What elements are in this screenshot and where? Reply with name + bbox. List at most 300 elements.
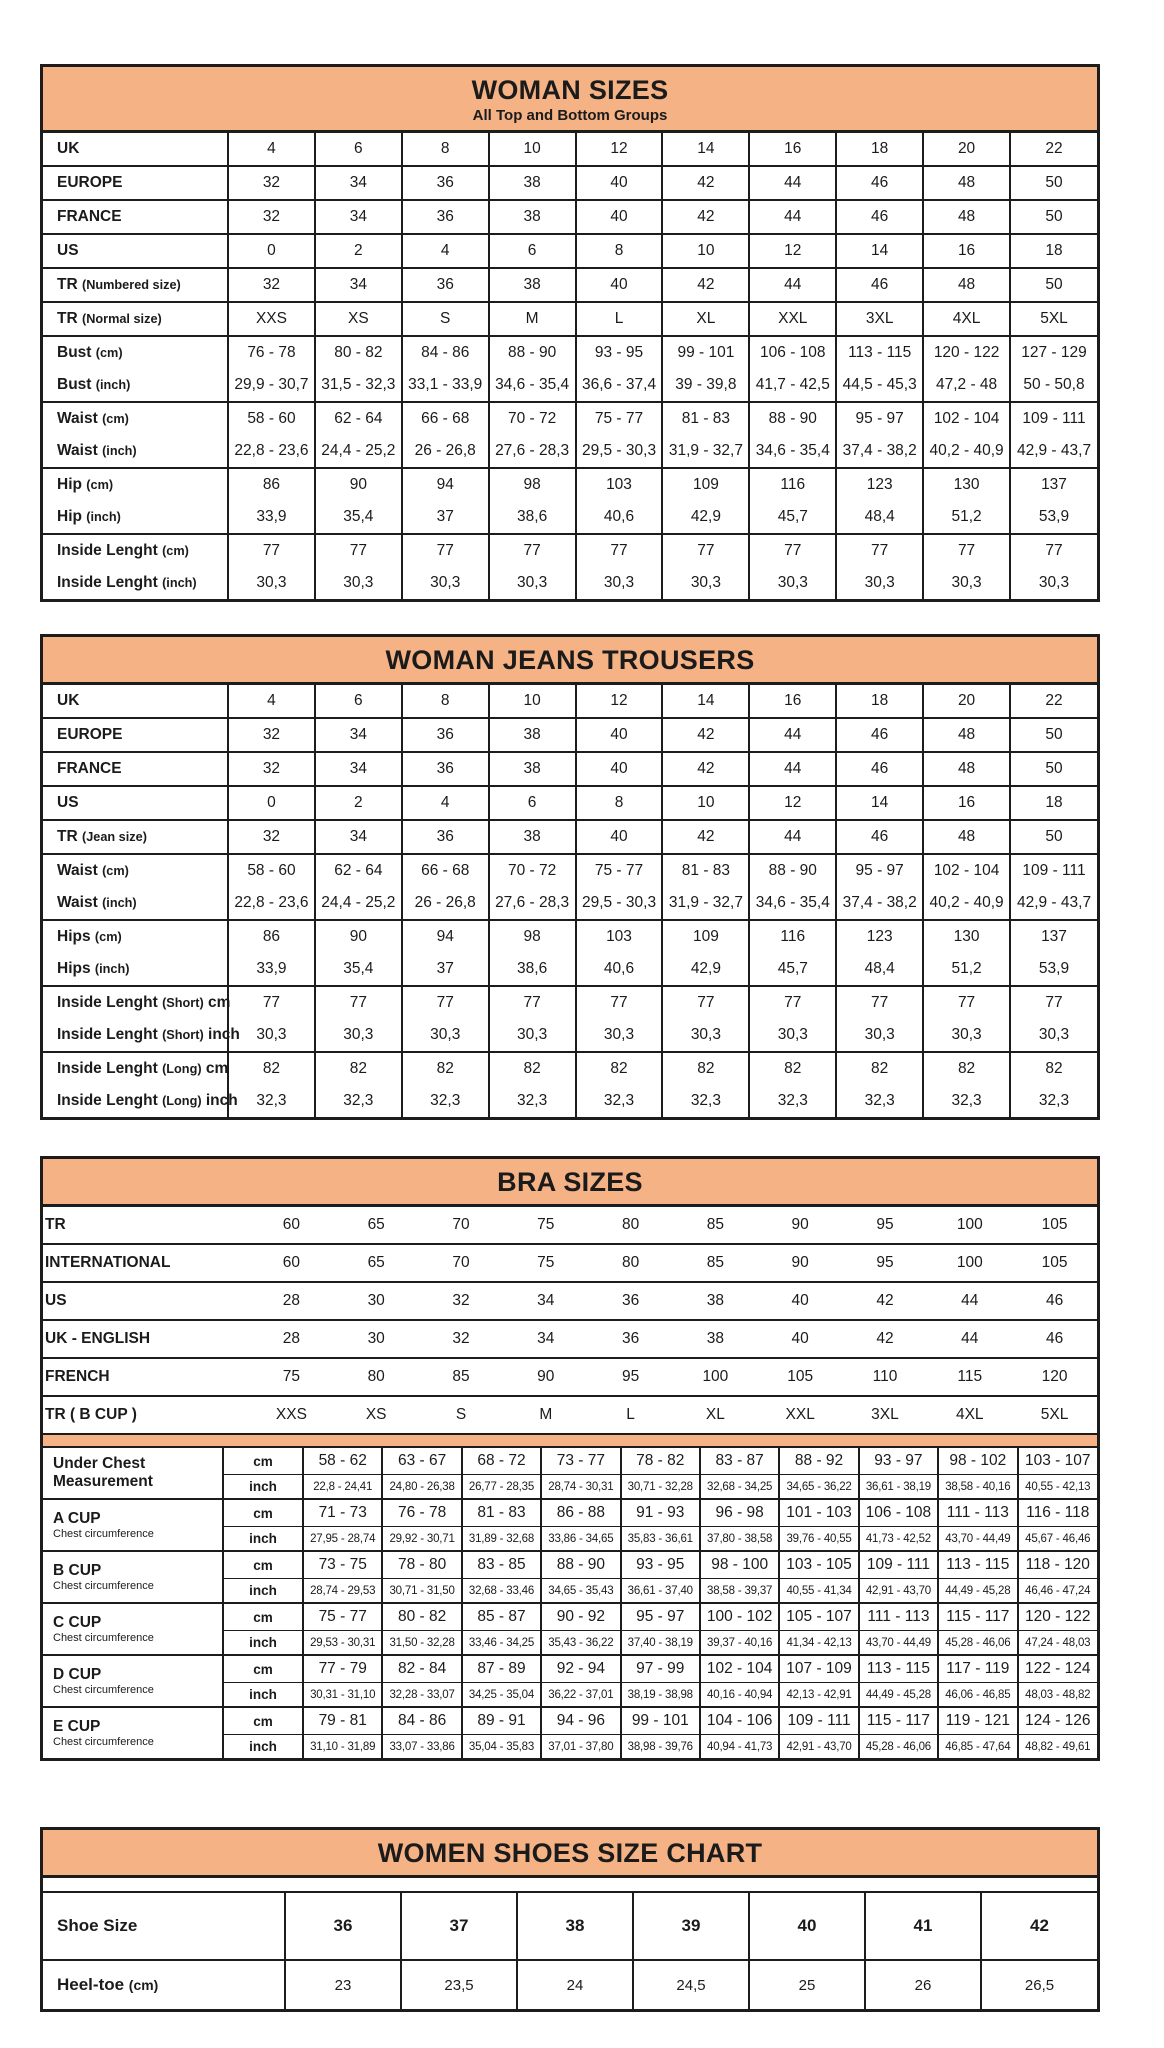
value-cell: 66 - 68 bbox=[402, 854, 489, 887]
value-cell: 81 - 83 bbox=[462, 1499, 541, 1527]
value-cell: 33,1 - 33,9 bbox=[402, 369, 489, 402]
row-label: UK bbox=[57, 692, 80, 709]
value-cell: 70 bbox=[452, 1216, 470, 1233]
label-note: (cm) bbox=[95, 345, 123, 360]
cup-row-cm bbox=[43, 1655, 1097, 1683]
table-row bbox=[43, 567, 1097, 599]
value-cell: 99 - 101 bbox=[621, 1707, 700, 1735]
value-cell: 3XL bbox=[871, 1406, 899, 1423]
value-cell: 77 bbox=[749, 986, 836, 1019]
value-cell: 29,5 - 30,3 bbox=[576, 435, 663, 468]
value-cell: 42,9 - 43,7 bbox=[1010, 887, 1097, 920]
value-cell: 86 bbox=[228, 468, 315, 501]
value-cell: 109 - 111 bbox=[1010, 854, 1097, 887]
table-row bbox=[43, 1052, 1097, 1085]
value-cell: 24 bbox=[517, 1960, 633, 2009]
value-cell: 103 - 105 bbox=[779, 1551, 858, 1579]
value-cell: 77 bbox=[923, 534, 1010, 567]
value-cell: 20 bbox=[923, 685, 1010, 718]
row-group bbox=[43, 336, 1097, 402]
value-cell: 42,9 bbox=[662, 501, 749, 534]
value-cell: 86 bbox=[228, 920, 315, 953]
value-cell: S bbox=[455, 1406, 467, 1423]
value-cell: 38 bbox=[489, 752, 576, 786]
value-cell: 12 bbox=[576, 685, 663, 718]
row-group bbox=[43, 1207, 1097, 1244]
value-cell: 30,3 bbox=[749, 1019, 836, 1052]
row-label: US bbox=[57, 242, 79, 259]
row-label: TR (Jean size) bbox=[57, 828, 147, 845]
value-cell: 78 - 82 bbox=[621, 1448, 700, 1475]
woman-jeans-header bbox=[43, 637, 1097, 685]
value-cell: 95 - 97 bbox=[836, 854, 923, 887]
value-cell: 22 bbox=[1010, 685, 1097, 718]
value-cell: 77 bbox=[489, 986, 576, 1019]
value-cell: 37 bbox=[401, 1893, 517, 1960]
value-cell: 32 bbox=[228, 166, 315, 200]
value-cell: 30,3 bbox=[923, 567, 1010, 599]
value-cell: 93 - 95 bbox=[576, 336, 663, 369]
value-cell: 22 bbox=[1010, 133, 1097, 166]
value-cell: S bbox=[402, 302, 489, 336]
value-cell: XXS bbox=[228, 302, 315, 336]
value-cell: 38,6 bbox=[489, 501, 576, 534]
value-cell: 95 bbox=[876, 1216, 894, 1233]
value-cell: 40 bbox=[791, 1292, 809, 1309]
row-label: Waist (cm) bbox=[57, 410, 129, 427]
value-cell: 63 - 67 bbox=[382, 1448, 461, 1475]
value-cell: 32,3 bbox=[836, 1085, 923, 1117]
value-cell: 24,4 - 25,2 bbox=[315, 435, 402, 468]
value-cell: 10 bbox=[489, 133, 576, 166]
value-cell: 31,9 - 32,7 bbox=[662, 887, 749, 920]
value-cell: 38,98 - 39,76 bbox=[621, 1735, 700, 1759]
value-cell: 46 bbox=[836, 820, 923, 854]
table-row bbox=[43, 336, 1097, 369]
value-cell: 94 bbox=[402, 468, 489, 501]
value-cell: 38 bbox=[489, 718, 576, 752]
label-note: (Numbered size) bbox=[81, 277, 181, 292]
table-row bbox=[43, 268, 1097, 302]
value-cell: 120 - 122 bbox=[1018, 1603, 1097, 1631]
value-cell: 105 bbox=[1041, 1254, 1068, 1271]
woman-sizes-subtitle: All Top and Bottom Groups bbox=[472, 107, 668, 124]
value-cell: 32 bbox=[228, 718, 315, 752]
value-cell: 16 bbox=[923, 234, 1010, 268]
value-cell: 30 bbox=[367, 1330, 385, 1347]
value-cell: 80 bbox=[621, 1216, 640, 1233]
value-cell: 103 - 107 bbox=[1018, 1448, 1097, 1475]
label-note: (inch) bbox=[102, 895, 137, 910]
row-label: TR (Numbered size) bbox=[57, 276, 181, 293]
value-cell: 102 - 104 bbox=[923, 854, 1010, 887]
value-cell: 31,10 - 31,89 bbox=[303, 1735, 382, 1759]
value-cell: 36,6 - 37,4 bbox=[576, 369, 663, 402]
value-cell: 124 - 126 bbox=[1018, 1707, 1097, 1735]
value-cell: 41 bbox=[865, 1893, 981, 1960]
value-cell: 44 bbox=[749, 752, 836, 786]
value-cell: 8 bbox=[576, 786, 663, 820]
value-cell: 8 bbox=[576, 234, 663, 268]
value-cell: 28,74 - 30,31 bbox=[541, 1475, 620, 1500]
value-cell: 44,49 - 45,28 bbox=[859, 1683, 938, 1708]
shoes-title: WOMEN SHOES SIZE CHART bbox=[377, 1838, 763, 1868]
row-label: TR (Normal size) bbox=[57, 310, 162, 327]
row-group bbox=[43, 402, 1097, 468]
value-cell: 82 bbox=[662, 1052, 749, 1085]
unit-cell: inch bbox=[223, 1475, 303, 1500]
value-cell: 109 bbox=[662, 920, 749, 953]
value-cell: 75 bbox=[282, 1368, 301, 1385]
value-cell: 98 bbox=[489, 920, 576, 953]
value-cell: 10 bbox=[662, 234, 749, 268]
value-cell: 34 bbox=[315, 200, 402, 234]
value-cell: 83 - 85 bbox=[462, 1551, 541, 1579]
value-cell: 30,3 bbox=[402, 1019, 489, 1052]
value-cell: 110 bbox=[872, 1368, 898, 1385]
value-cell: 2 bbox=[315, 234, 402, 268]
value-cell: 37 bbox=[402, 953, 489, 986]
table-row bbox=[43, 166, 1097, 200]
value-cell: 137 bbox=[1010, 920, 1097, 953]
cup-label bbox=[43, 1499, 223, 1551]
value-cell: 37,80 - 38,58 bbox=[700, 1527, 779, 1552]
value-cell: 30,3 bbox=[662, 1019, 749, 1052]
row-label: Inside Lenght (Short) cm bbox=[57, 994, 231, 1011]
value-cell: 103 bbox=[576, 920, 663, 953]
value-cell: 107 - 109 bbox=[779, 1655, 858, 1683]
value-cell: 27,95 - 28,74 bbox=[303, 1527, 382, 1552]
value-cell: 37,40 - 38,19 bbox=[621, 1631, 700, 1656]
cup-name: E CUP bbox=[53, 1717, 101, 1735]
value-cell: 87 - 89 bbox=[462, 1655, 541, 1683]
row-group bbox=[43, 1893, 1097, 1960]
table-row bbox=[43, 1244, 1097, 1282]
value-cell: 48 bbox=[923, 820, 1010, 854]
value-cell: 48 bbox=[923, 200, 1010, 234]
row-label: Hip (inch) bbox=[57, 508, 121, 525]
value-cell: 29,53 - 30,31 bbox=[303, 1631, 382, 1656]
value-cell: 42 bbox=[662, 820, 749, 854]
value-cell: 82 bbox=[315, 1052, 402, 1085]
value-cell: 38,19 - 38,98 bbox=[621, 1683, 700, 1708]
row-group bbox=[43, 986, 1097, 1052]
value-cell: 32,3 bbox=[489, 1085, 576, 1117]
row-label: Waist (inch) bbox=[57, 894, 137, 911]
value-cell: 42 bbox=[662, 718, 749, 752]
value-cell: 46,46 - 47,24 bbox=[1018, 1579, 1097, 1604]
row-label: Shoe Size bbox=[57, 1916, 138, 1935]
value-cell: 31,9 - 32,7 bbox=[662, 435, 749, 468]
row-group bbox=[43, 1282, 1097, 1320]
value-cell: 109 - 111 bbox=[859, 1551, 938, 1579]
shoes-header-gap bbox=[43, 1878, 1097, 1893]
table-row bbox=[43, 718, 1097, 752]
value-cell: 68 - 72 bbox=[462, 1448, 541, 1475]
value-cell: 45,28 - 46,06 bbox=[938, 1631, 1017, 1656]
row-label: EUROPE bbox=[57, 174, 123, 191]
row-label: Hips (cm) bbox=[57, 928, 122, 945]
value-cell: 95 bbox=[621, 1368, 640, 1385]
label-note: (Normal size) bbox=[81, 311, 162, 326]
value-cell: 77 bbox=[923, 986, 1010, 1019]
value-cell: 77 bbox=[836, 534, 923, 567]
value-cell: 12 bbox=[576, 133, 663, 166]
value-cell: 34 bbox=[315, 268, 402, 302]
value-cell: 38,58 - 40,16 bbox=[938, 1475, 1017, 1500]
row-label: Inside Lenght (inch) bbox=[57, 574, 197, 591]
value-cell: 85 bbox=[452, 1368, 470, 1385]
value-cell: 32 bbox=[228, 268, 315, 302]
value-cell: 20 bbox=[923, 133, 1010, 166]
label-note: (Long) bbox=[162, 1093, 202, 1108]
cup-sublabel: Chest circumference bbox=[53, 1580, 154, 1593]
row-group bbox=[43, 302, 1097, 336]
value-cell: 97 - 99 bbox=[621, 1655, 700, 1683]
value-cell: 127 - 129 bbox=[1010, 336, 1097, 369]
value-cell: 75 - 77 bbox=[576, 854, 663, 887]
row-group bbox=[43, 1960, 1097, 2009]
row-label: Waist (inch) bbox=[57, 442, 137, 459]
value-cell: 29,5 - 30,3 bbox=[576, 887, 663, 920]
value-cell: 106 - 108 bbox=[749, 336, 836, 369]
table-row bbox=[43, 435, 1097, 468]
value-cell: 2 bbox=[315, 786, 402, 820]
value-cell: 70 - 72 bbox=[489, 854, 576, 887]
value-cell: 50 - 50,8 bbox=[1010, 369, 1097, 402]
value-cell: 100 bbox=[702, 1368, 729, 1385]
value-cell: 76 - 78 bbox=[382, 1499, 461, 1527]
value-cell: 36,22 - 37,01 bbox=[541, 1683, 620, 1708]
value-cell: 46 bbox=[836, 718, 923, 752]
value-cell: 6 bbox=[315, 133, 402, 166]
table-row bbox=[43, 468, 1097, 501]
cup-label bbox=[43, 1448, 223, 1499]
cup-name: B CUP bbox=[53, 1561, 102, 1579]
value-cell: 40,55 - 41,34 bbox=[779, 1579, 858, 1604]
value-cell: 30,3 bbox=[1010, 1019, 1097, 1052]
value-cell: 43,70 - 44,49 bbox=[859, 1631, 938, 1656]
value-cell: 36 bbox=[621, 1292, 640, 1309]
value-cell: 30,3 bbox=[836, 567, 923, 599]
value-cell: 82 bbox=[836, 1052, 923, 1085]
value-cell: 90 - 92 bbox=[541, 1603, 620, 1631]
value-cell: 34,25 - 35,04 bbox=[462, 1683, 541, 1708]
value-cell: 30,3 bbox=[402, 567, 489, 599]
value-cell: 30,3 bbox=[489, 1019, 576, 1052]
label-note: ( B CUP ) bbox=[69, 1406, 137, 1423]
value-cell: 29,92 - 30,71 bbox=[382, 1527, 461, 1552]
value-cell: 36,61 - 37,40 bbox=[621, 1579, 700, 1604]
value-cell: 71 - 73 bbox=[303, 1499, 382, 1527]
value-cell: 38 bbox=[489, 820, 576, 854]
value-cell: 70 - 72 bbox=[489, 402, 576, 435]
value-cell: 77 bbox=[315, 534, 402, 567]
value-cell: 32 bbox=[228, 200, 315, 234]
value-cell: 40,2 - 40,9 bbox=[923, 887, 1010, 920]
value-cell: 14 bbox=[836, 786, 923, 820]
table-row bbox=[43, 953, 1097, 986]
unit-cell: inch bbox=[223, 1527, 303, 1552]
value-cell: 16 bbox=[749, 685, 836, 718]
value-cell: 30,71 - 32,28 bbox=[621, 1475, 700, 1500]
value-cell: 32 bbox=[228, 820, 315, 854]
cup-group bbox=[43, 1448, 1097, 1499]
woman-jeans-section bbox=[40, 634, 1100, 1120]
value-cell: 44 bbox=[749, 200, 836, 234]
value-cell: 90 bbox=[537, 1368, 555, 1385]
value-cell: 116 - 118 bbox=[1018, 1499, 1097, 1527]
value-cell: 25 bbox=[749, 1960, 865, 2009]
value-cell: 40,6 bbox=[576, 501, 663, 534]
row-label: Inside Lenght (Long) inch bbox=[57, 1092, 238, 1109]
row-group bbox=[43, 200, 1097, 234]
value-cell: 113 - 115 bbox=[859, 1655, 938, 1683]
value-cell: 44 bbox=[749, 718, 836, 752]
cup-group bbox=[43, 1499, 1097, 1551]
value-cell: 38 bbox=[517, 1893, 633, 1960]
table-row bbox=[43, 1893, 1097, 1960]
value-cell: 31,50 - 32,28 bbox=[382, 1631, 461, 1656]
value-cell: 113 - 115 bbox=[938, 1551, 1017, 1579]
row-group bbox=[43, 166, 1097, 200]
value-cell: 46 bbox=[1045, 1292, 1064, 1309]
value-cell: XXL bbox=[749, 302, 836, 336]
value-cell: 36 bbox=[402, 718, 489, 752]
value-cell: 73 - 77 bbox=[541, 1448, 620, 1475]
row-label: Bust (inch) bbox=[57, 376, 131, 393]
table-row bbox=[43, 1019, 1097, 1052]
value-cell: L bbox=[576, 302, 663, 336]
value-cell: 95 - 97 bbox=[836, 402, 923, 435]
value-cell: 47,2 - 48 bbox=[923, 369, 1010, 402]
value-cell: 38 bbox=[489, 166, 576, 200]
value-cell: 34 bbox=[315, 166, 402, 200]
value-cell: 93 - 97 bbox=[859, 1448, 938, 1475]
table-row bbox=[43, 887, 1097, 920]
table-row bbox=[43, 302, 1097, 336]
value-cell: 30,3 bbox=[315, 1019, 402, 1052]
value-cell: 77 bbox=[836, 986, 923, 1019]
value-cell: 82 bbox=[749, 1052, 836, 1085]
cup-sublabel: Chest circumference bbox=[53, 1684, 154, 1697]
value-cell: 109 - 111 bbox=[1010, 402, 1097, 435]
value-cell: 34,6 - 35,4 bbox=[489, 369, 576, 402]
value-cell: 100 - 102 bbox=[700, 1603, 779, 1631]
value-cell: 40 bbox=[576, 200, 663, 234]
value-cell: 30 bbox=[367, 1292, 385, 1309]
value-cell: 75 - 77 bbox=[576, 402, 663, 435]
value-cell: 42,9 bbox=[662, 953, 749, 986]
value-cell: 44 bbox=[749, 166, 836, 200]
value-cell: 80 bbox=[621, 1254, 640, 1271]
row-group bbox=[43, 786, 1097, 820]
value-cell: 32 bbox=[228, 752, 315, 786]
value-cell: 37,4 - 38,2 bbox=[836, 887, 923, 920]
value-cell: 40,55 - 42,13 bbox=[1018, 1475, 1097, 1500]
value-cell: 38 bbox=[489, 268, 576, 302]
value-cell: 105 bbox=[787, 1368, 814, 1385]
value-cell: 115 - 117 bbox=[938, 1603, 1017, 1631]
cup-name: C CUP bbox=[53, 1613, 102, 1631]
value-cell: 62 - 64 bbox=[315, 402, 402, 435]
value-cell: 42,13 - 42,91 bbox=[779, 1683, 858, 1708]
value-cell: 30,3 bbox=[576, 567, 663, 599]
unit-cell: inch bbox=[223, 1579, 303, 1604]
value-cell: 36 bbox=[402, 166, 489, 200]
row-group bbox=[43, 1358, 1097, 1396]
value-cell: 115 bbox=[957, 1368, 983, 1385]
value-cell: 98 - 100 bbox=[700, 1551, 779, 1579]
value-cell: 106 - 108 bbox=[859, 1499, 938, 1527]
row-group bbox=[43, 752, 1097, 786]
value-cell: 32,3 bbox=[749, 1085, 836, 1117]
value-cell: 85 - 87 bbox=[462, 1603, 541, 1631]
table-row bbox=[43, 1396, 1097, 1433]
cup-label bbox=[43, 1707, 223, 1758]
value-cell: 14 bbox=[662, 133, 749, 166]
table-row bbox=[43, 402, 1097, 435]
row-group bbox=[43, 718, 1097, 752]
value-cell: 84 - 86 bbox=[382, 1707, 461, 1735]
value-cell: 40 bbox=[576, 752, 663, 786]
value-cell: 102 - 104 bbox=[700, 1655, 779, 1683]
value-cell: 24,5 bbox=[633, 1960, 749, 2009]
value-cell: 34 bbox=[537, 1292, 555, 1309]
value-cell: 33,9 bbox=[228, 953, 315, 986]
row-label: EUROPE bbox=[57, 726, 123, 743]
shoes-header bbox=[43, 1830, 1097, 1878]
value-cell: 6 bbox=[315, 685, 402, 718]
value-cell: 75 bbox=[537, 1254, 555, 1271]
value-cell: 30,3 bbox=[749, 567, 836, 599]
value-cell: 88 - 90 bbox=[749, 402, 836, 435]
value-cell: 34,6 - 35,4 bbox=[749, 435, 836, 468]
value-cell: 32,68 - 33,46 bbox=[462, 1579, 541, 1604]
table-row bbox=[43, 1207, 1097, 1244]
value-cell: 105 bbox=[1041, 1216, 1068, 1233]
value-cell: 42 bbox=[876, 1292, 894, 1309]
value-cell: 32,3 bbox=[1010, 1085, 1097, 1117]
value-cell: XL bbox=[705, 1406, 725, 1423]
value-cell: 77 bbox=[576, 534, 663, 567]
value-cell: 46 bbox=[836, 752, 923, 786]
value-cell: 46,85 - 47,64 bbox=[938, 1735, 1017, 1759]
unit-cell: cm bbox=[223, 1603, 303, 1631]
value-cell: 50 bbox=[1010, 268, 1097, 302]
value-cell: 53,9 bbox=[1010, 953, 1097, 986]
value-cell: 81 - 83 bbox=[662, 854, 749, 887]
cup-label bbox=[43, 1551, 223, 1603]
cup-row-cm bbox=[43, 1707, 1097, 1735]
value-cell: 3XL bbox=[836, 302, 923, 336]
value-cell: 89 - 91 bbox=[462, 1707, 541, 1735]
value-cell: 0 bbox=[228, 234, 315, 268]
value-cell: 22,8 - 23,6 bbox=[228, 887, 315, 920]
value-cell: 8 bbox=[402, 685, 489, 718]
value-cell: 37,01 - 37,80 bbox=[541, 1735, 620, 1759]
value-cell: 45,7 bbox=[749, 501, 836, 534]
value-cell: 38 bbox=[706, 1330, 724, 1347]
value-cell: 90 bbox=[791, 1216, 809, 1233]
value-cell: 105 - 107 bbox=[779, 1603, 858, 1631]
value-cell: 91 - 93 bbox=[621, 1499, 700, 1527]
value-cell: 40 bbox=[749, 1893, 865, 1960]
row-label: Hip (cm) bbox=[57, 476, 114, 493]
value-cell: 42,91 - 43,70 bbox=[859, 1579, 938, 1604]
value-cell: 85 bbox=[706, 1216, 724, 1233]
label-note: (cm) bbox=[102, 411, 129, 426]
